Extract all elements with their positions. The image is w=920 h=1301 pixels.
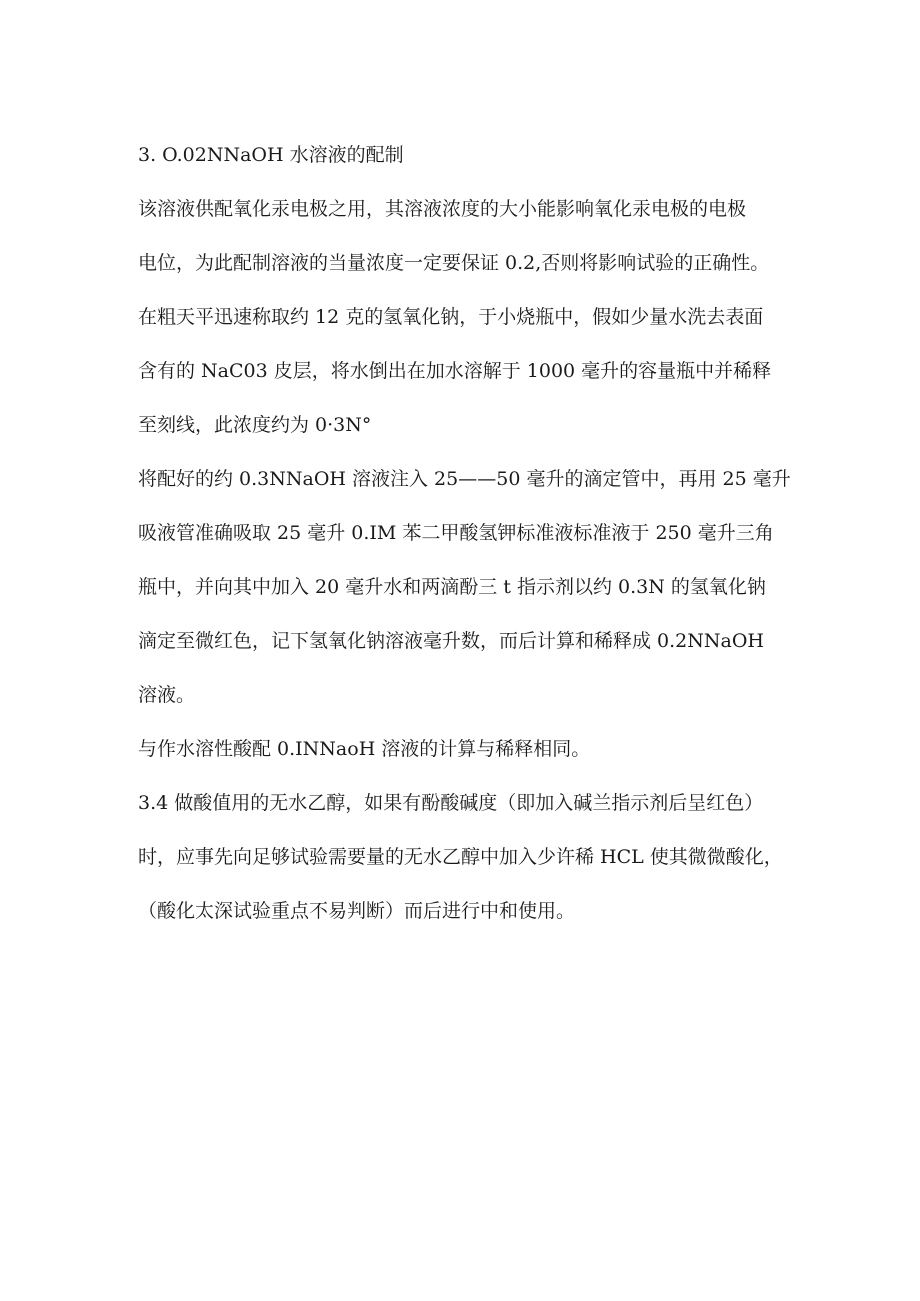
text-line: 滴定至微红色，记下氢氧化钠溶液毫升数，而后计算和稀释成 0.2NNaOH bbox=[138, 630, 764, 652]
text-line: 溶液。 bbox=[138, 684, 196, 706]
text-line: 电位，为此配制溶液的当量浓度一定要保证 0.2,否则将影响试验的正确性。 bbox=[138, 252, 770, 274]
text-line: 瓶中，并向其中加入 20 毫升水和两滴酚三 t 指示剂以约 0.3N 的氢氧化钠 bbox=[138, 576, 766, 598]
text-line: 至刻线，此浓度约为 0·3N° bbox=[138, 414, 372, 436]
text-line: 时，应事先向足够试验需要量的无水乙醇中加入少许稀 HCL 使其微微酸化， bbox=[138, 846, 783, 868]
text-line: 在粗天平迅速称取约 12 克的氢氧化钠，于小烧瓶中，假如少量水洗去表面 bbox=[138, 306, 764, 328]
section-heading: 3. O.02NNaOH 水溶液的配制 bbox=[138, 144, 404, 166]
text-line: 吸液管准确吸取 25 毫升 0.IM 苯二甲酸氢钾标准液标准液于 250 毫升三角 bbox=[138, 522, 774, 544]
document-body bbox=[138, 143, 798, 953]
text-line: 3.4 做酸值用的无水乙醇，如果有酚酸碱度（即加入碱兰指示剂后呈红色） bbox=[138, 792, 764, 814]
text-line: 该溶液供配氧化汞电极之用，其溶液浓度的大小能影响氧化汞电极的电极 bbox=[138, 198, 747, 220]
text-line: 含有的 NaC03 皮层，将水倒出在加水溶解于 1000 毫升的容量瓶中并稀释 bbox=[138, 360, 772, 382]
text-line: （酸化太深试验重点不易判断）而后进行中和使用。 bbox=[138, 900, 576, 922]
text-line: 将配好的约 0.3NNaOH 溶液注入 25——50 毫升的滴定管中，再用 25 毫升 bbox=[138, 468, 791, 490]
text-line: 与作水溶性酸配 0.INNaoH 溶液的计算与稀释相同。 bbox=[138, 738, 591, 760]
